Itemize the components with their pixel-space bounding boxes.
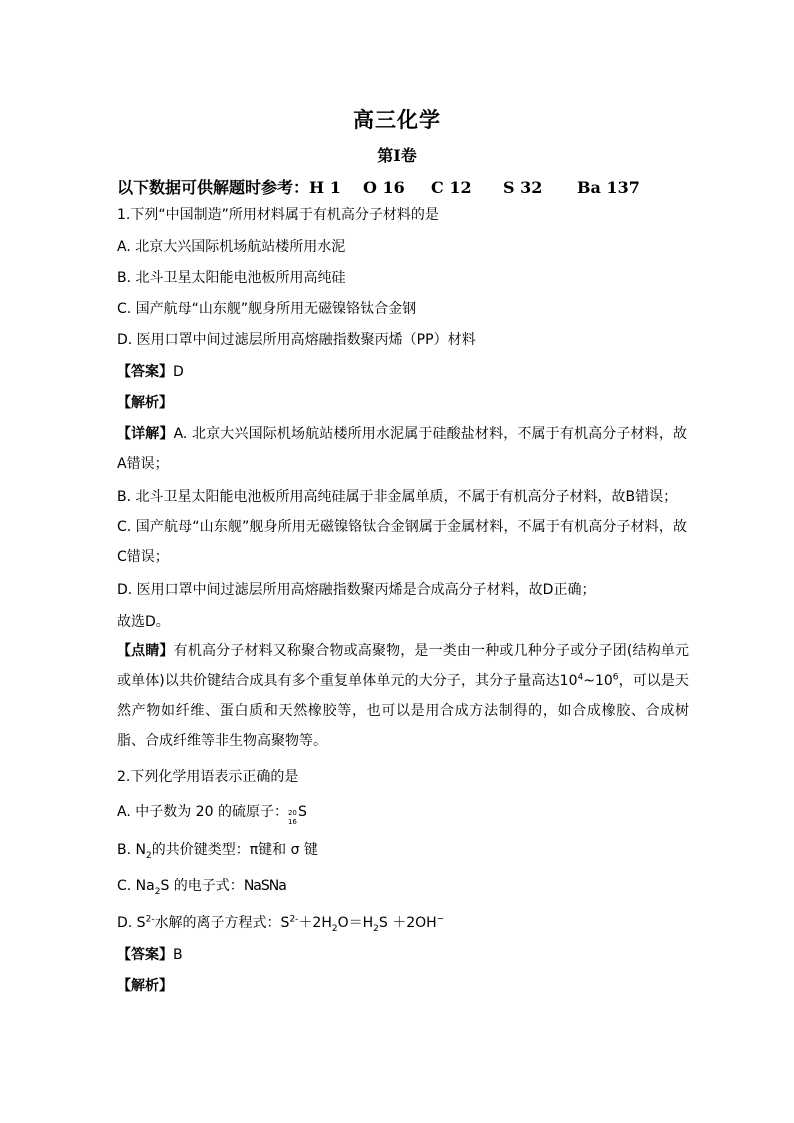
- q2-option-a: [117, 802, 697, 826]
- q2-a-text: A. 中子数为 20 的硫原子：: [117, 804, 288, 820]
- q2-answer: [117, 945, 697, 965]
- q1-conclusion: 故选D。: [117, 614, 170, 630]
- q2-d-sup2: 2-: [289, 914, 299, 925]
- q2-d-eq3: S ＋2OH: [378, 915, 437, 931]
- answer-value: B: [173, 947, 183, 963]
- q1-answer: [117, 362, 697, 382]
- mass-ba: Ba 137: [577, 178, 640, 197]
- q2-b-sub: 2: [145, 850, 152, 861]
- q1-detail-c: C. 国产航母“山东舰”舰身所用无磁镍铬钛合金钢属于金属材料，不属于有机高分子材料，故C错误；: [117, 519, 687, 565]
- q1-detail-b: B. 北斗卫星太阳能电池板所用高纯硅属于非金属单质，不属于有机高分子材料，故B错误；: [117, 489, 678, 505]
- element-symbol: S: [297, 804, 307, 820]
- mass-number: 20: [287, 809, 297, 817]
- q2-c-mid: S 的电子式：: [160, 878, 244, 894]
- answer-value: D: [173, 364, 184, 380]
- q2-option-b: [117, 840, 697, 860]
- q1-detail-a: [117, 419, 687, 479]
- q2-option-c: [117, 876, 697, 896]
- tip-text-2: ，可以是天然产物如纤维、蛋白质和天然橡胶等，也可以是用合成方法制得的，如合成橡胶、合成树脂、合成纤维等非生物高聚物等。: [117, 673, 690, 749]
- answer-tag: 【答案】: [117, 364, 173, 380]
- q2-d-sup3: −: [436, 914, 445, 925]
- tip-exponent-2: 6: [612, 672, 619, 683]
- q1-tip: [117, 636, 689, 756]
- q2-c-sub: 2: [154, 886, 161, 897]
- detail-a-text: A. 北京大兴国际机场航站楼所用水泥属于硅酸盐材料，不属于有机高分子材料，故A错误；: [117, 426, 687, 472]
- q2-d-sub1: 2: [331, 923, 338, 934]
- electron-formula: NaSNa: [243, 878, 286, 894]
- reference-masses: [117, 175, 640, 198]
- q1-detail-d: D. 医用口罩中间过滤层所用高熔融指数聚丙烯是合成高分子材料，故D正确；: [117, 582, 596, 598]
- reference-label: 以下数据可供解题时参考：: [117, 178, 310, 197]
- q1-analysis-tag: 【解析】: [117, 395, 173, 411]
- page-title: 高三化学: [353, 107, 441, 132]
- tip-text-1: 有机高分子材料又称聚合物或高聚物，是一类由一种或几种分子或分子团(结构单元或单体)以共价键结合成具有多个重复单体单元的大分子，其分子量高达10: [117, 643, 689, 689]
- mass-o: O 16: [363, 178, 405, 197]
- tip-text-mid: ~10: [583, 673, 613, 689]
- answer-tag: 【答案】: [117, 947, 173, 963]
- q1-stem: 1.下列“中国制造”所用材料属于有机高分子材料的是: [117, 207, 439, 223]
- tip-exponent-1: 4: [577, 672, 584, 683]
- section-title: 第I卷: [377, 146, 417, 165]
- nuclide-notation: [287, 802, 298, 826]
- q1-option-c: C. 国产航母“山东舰”舰身所用无磁镍铬钛合金钢: [117, 301, 417, 317]
- q1-option-b: B. 北斗卫星太阳能电池板所用高纯硅: [117, 270, 346, 286]
- atomic-number: 16: [287, 818, 297, 826]
- tip-tag: 【点睛】: [117, 643, 174, 659]
- mass-s: S 32: [503, 178, 543, 197]
- q2-b-pre: B. N: [117, 842, 146, 858]
- q1-option-a: A. 北京大兴国际机场航站楼所用水泥: [117, 239, 346, 255]
- q2-b-post: 的共价键类型：π键和 σ 键: [151, 842, 318, 858]
- q2-d-sub2: 2: [373, 923, 379, 934]
- q2-c-pre: C. Na: [117, 878, 155, 894]
- q1-option-d: D. 医用口罩中间过滤层所用高熔融指数聚丙烯（PP）材料: [117, 332, 476, 348]
- detail-tag: 【详解】: [117, 426, 174, 442]
- q2-d-sup: 2-: [145, 914, 155, 925]
- q2-option-d: [117, 913, 697, 933]
- q2-d-pre: D. S: [117, 915, 146, 931]
- mass-h: H 1: [309, 178, 341, 197]
- q2-analysis-tag: 【解析】: [117, 978, 173, 994]
- q2-d-mid: 水解的离子方程式：S: [154, 915, 290, 931]
- q2-d-eq2: O＝H: [337, 915, 374, 931]
- q2-d-eq1: ＋2H: [298, 915, 332, 931]
- q2-stem: 2.下列化学用语表示正确的是: [117, 769, 299, 785]
- mass-c: C 12: [431, 178, 472, 197]
